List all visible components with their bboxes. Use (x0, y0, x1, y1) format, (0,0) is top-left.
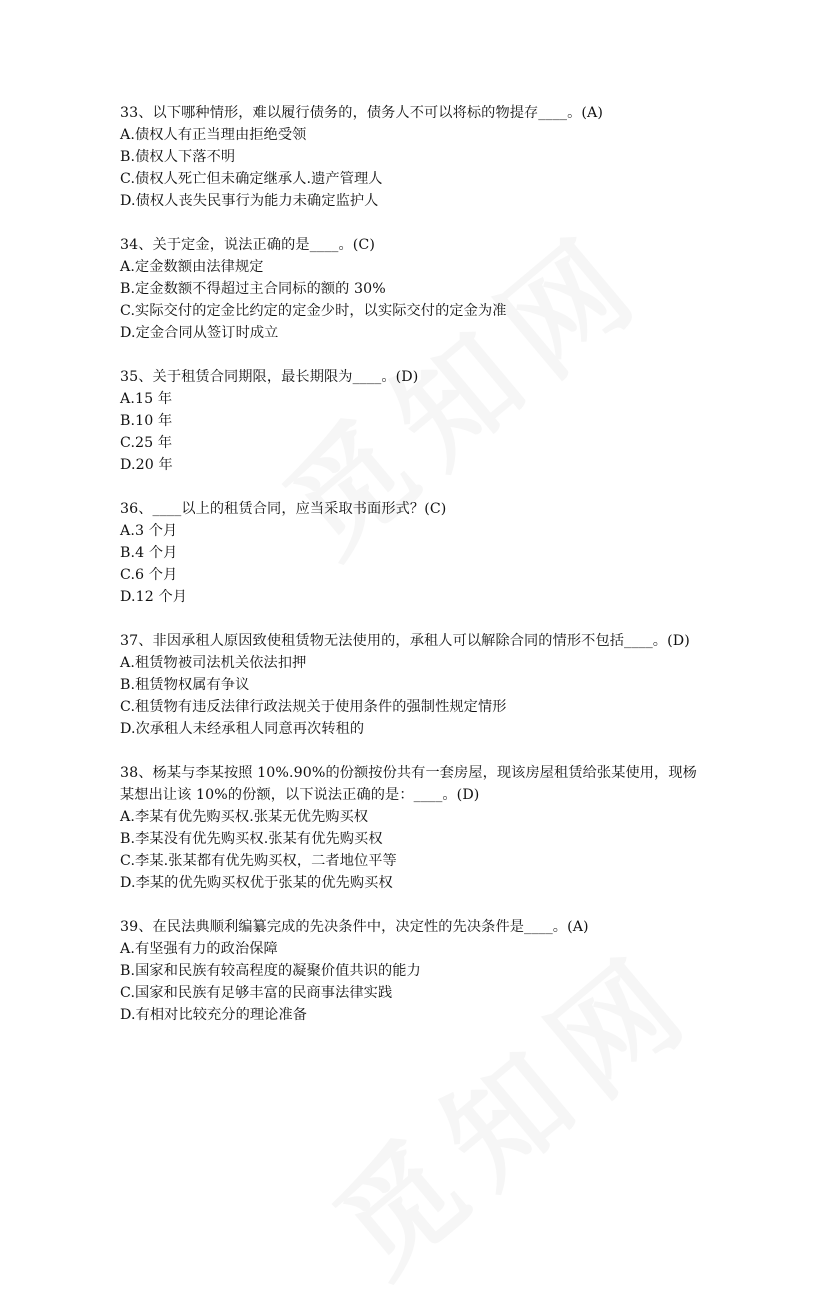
option-b: B.10 年 (120, 413, 173, 429)
option-d: D.李某的优先购买权优于张某的优先购买权 (120, 875, 393, 891)
option-b: B.债权人下落不明 (120, 149, 236, 165)
option-a: A.15 年 (120, 391, 173, 407)
option-a: A.李某有优先购买权.张某无优先购买权 (120, 809, 369, 825)
option-c: C.实际交付的定金比约定的定金少时，以实际交付的定金为准 (120, 303, 507, 319)
option-c: C.租赁物有违反法律行政法规关于使用条件的强制性规定情形 (120, 699, 507, 715)
option-c: C.6 个月 (120, 567, 178, 583)
question-36 (120, 498, 710, 608)
question-34 (120, 234, 710, 344)
option-d: D.有相对比较充分的理论准备 (120, 1007, 308, 1023)
option-b: B.租赁物权属有争议 (120, 677, 250, 693)
question-stem: 34、关于定金，说法正确的是____。(C) (120, 237, 375, 253)
option-d: D.债权人丧失民事行为能力未确定监护人 (120, 193, 379, 209)
option-a: A.定金数额由法律规定 (120, 259, 264, 275)
option-c: C.李某.张某都有优先购买权，二者地位平等 (120, 853, 397, 869)
option-a: A.租赁物被司法机关依法扣押 (120, 655, 307, 671)
option-a: A.债权人有正当理由拒绝受领 (120, 127, 307, 143)
option-c: C.债权人死亡但未确定继承人.遗产管理人 (120, 171, 383, 187)
question-37 (120, 630, 710, 740)
option-d: D.12 个月 (120, 589, 188, 605)
question-stem: 38、杨某与李某按照 10%.90%的份额按份共有一套房屋，现该房屋租赁给张某使用，现杨某想出让该 10%的份额，以下说法正确的是：____。(D) (120, 765, 697, 803)
question-stem: 35、关于租赁合同期限，最长期限为____。(D) (120, 369, 419, 385)
option-d: D.20 年 (120, 457, 173, 473)
question-stem: 37、非因承租人原因致使租赁物无法使用的，承租人可以解除合同的情形不包括____。(D) (120, 633, 690, 649)
option-b: B.李某没有优先购买权.张某有优先购买权 (120, 831, 383, 847)
question-stem: 36、____以上的租赁合同，应当采取书面形式？(C) (120, 501, 447, 517)
question-stem: 33、以下哪种情形，难以履行债务的，债务人不可以将标的物提存____。(A) (120, 105, 603, 121)
option-d: D.定金合同从签订时成立 (120, 325, 279, 341)
option-b: B.定金数额不得超过主合同标的额的 30% (120, 281, 386, 297)
option-b: B.4 个月 (120, 545, 178, 561)
option-b: B.国家和民族有较高程度的凝聚价值共识的能力 (120, 963, 421, 979)
question-list (120, 102, 710, 1048)
question-35 (120, 366, 710, 476)
question-38 (120, 762, 710, 894)
option-c: C.国家和民族有足够丰富的民商事法律实践 (120, 985, 393, 1001)
option-a: A.有坚强有力的政治保障 (120, 941, 278, 957)
option-d: D.次承租人未经承租人同意再次转租的 (120, 721, 365, 737)
question-33 (120, 102, 710, 212)
question-39 (120, 916, 710, 1026)
option-a: A.3 个月 (120, 523, 178, 539)
question-stem: 39、在民法典顺利编纂完成的先决条件中，决定性的先决条件是____。(A) (120, 919, 589, 935)
option-c: C.25 年 (120, 435, 173, 451)
